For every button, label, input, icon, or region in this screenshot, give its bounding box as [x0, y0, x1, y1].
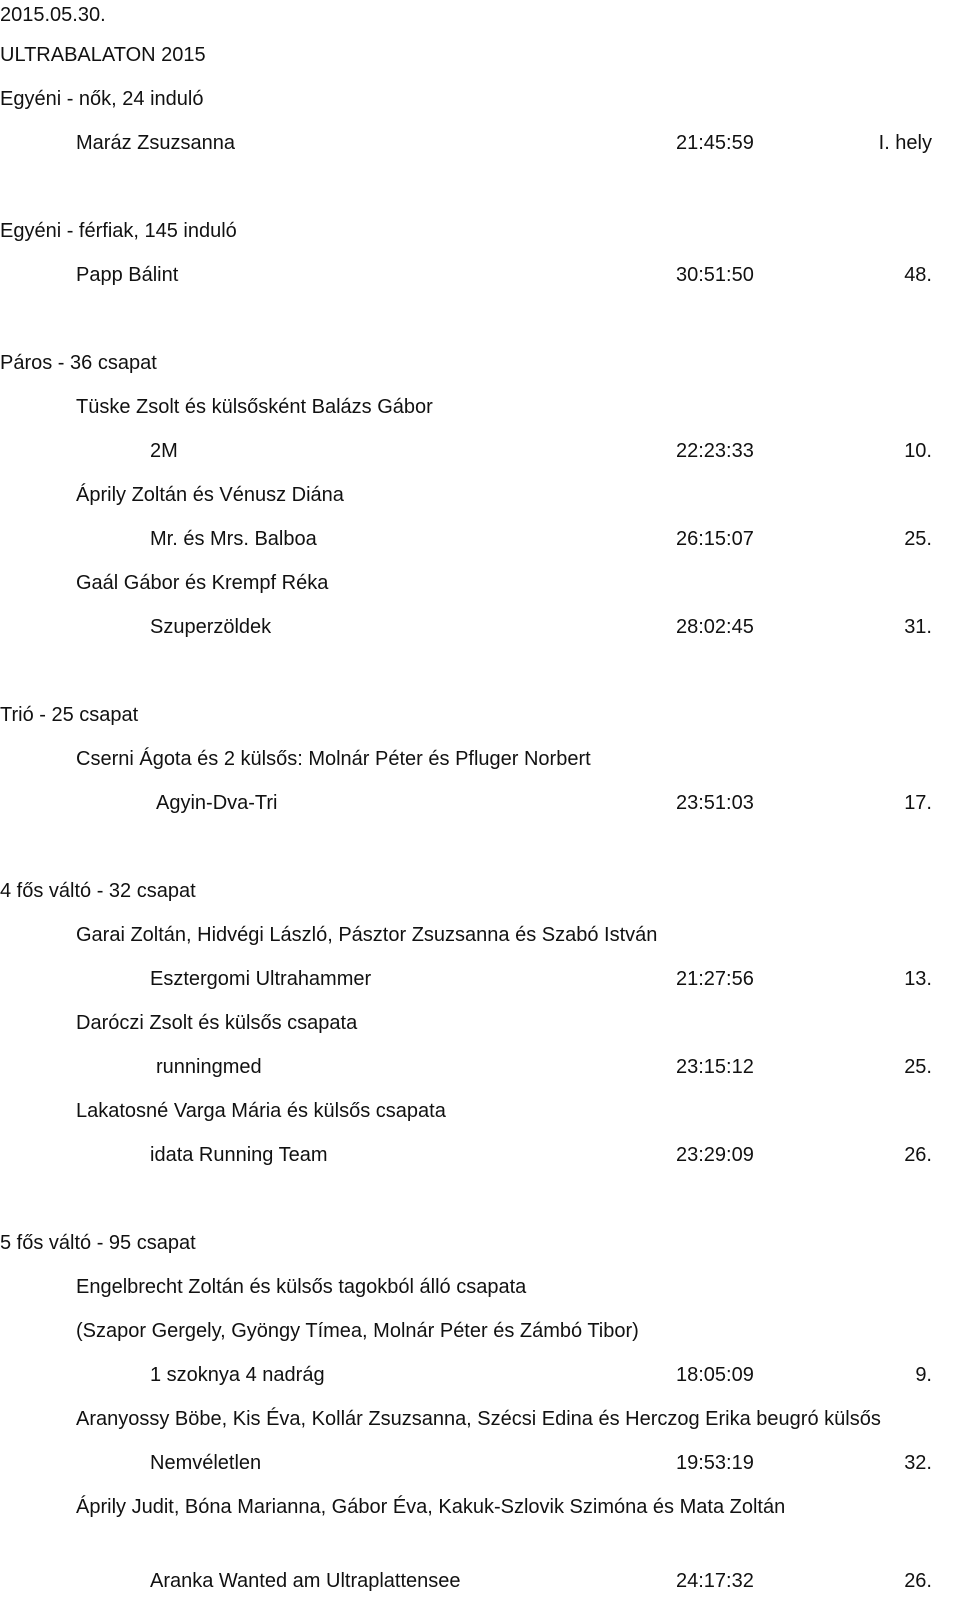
team-name: Szuperzöldek [150, 616, 272, 638]
placement: 13. [904, 968, 932, 990]
result-row [0, 524, 960, 554]
team-name: Mr. és Mrs. Balboa [150, 528, 317, 550]
team-members: Gaál Gábor és Krempf Réka [76, 572, 329, 594]
team-members-line [0, 1096, 960, 1126]
result-row [0, 612, 960, 642]
team-members-line [0, 1008, 960, 1038]
section-title-relay5 [0, 1228, 960, 1258]
placement: 25. [904, 528, 932, 550]
placement: 9. [915, 1364, 932, 1386]
placement: 10. [904, 440, 932, 462]
section-title-trio [0, 700, 960, 730]
result-row [0, 1140, 960, 1170]
section-title: Páros - 36 csapat [0, 352, 157, 374]
section-title: Trió - 25 csapat [0, 704, 139, 726]
team-members-line [0, 1316, 960, 1346]
team-members: Engelbrecht Zoltán és külsős tagokból álló csapata [76, 1276, 527, 1298]
placement: 26. [904, 1570, 932, 1592]
team-name: Esztergomi Ultrahammer [150, 968, 372, 990]
result-row [0, 260, 960, 290]
result-row [0, 964, 960, 994]
finish-time: 26:15:07 [676, 528, 754, 550]
placement: 26. [904, 1144, 932, 1166]
team-name: Agyin-Dva-Tri [156, 792, 278, 814]
team-members: Tüske Zsolt és külsősként Balázs Gábor [76, 396, 433, 418]
team-members-line [0, 1404, 960, 1434]
section-title: 5 fős váltó - 95 csapat [0, 1232, 196, 1254]
finish-time: 23:29:09 [676, 1144, 754, 1166]
section-title: 4 fős váltó - 32 csapat [0, 880, 196, 902]
team-members-line [0, 744, 960, 774]
team-name: runningmed [156, 1056, 262, 1078]
athlete-name: Maráz Zsuzsanna [76, 132, 235, 154]
event-line [0, 40, 960, 70]
result-row [0, 436, 960, 466]
finish-time: 21:27:56 [676, 968, 754, 990]
placement: I. hely [878, 132, 932, 154]
result-row [0, 1052, 960, 1082]
team-members-line [0, 920, 960, 950]
team-name: 1 szoknya 4 nadrág [150, 1364, 325, 1386]
team-name: Aranka Wanted am Ultraplattensee [150, 1570, 461, 1592]
placement: 17. [904, 792, 932, 814]
athlete-name: Papp Bálint [76, 264, 179, 286]
team-members: Áprily Zoltán és Vénusz Diána [76, 484, 344, 506]
section-title: Egyéni - nők, 24 induló [0, 88, 204, 110]
section-title-relay4 [0, 876, 960, 906]
finish-time: 18:05:09 [676, 1364, 754, 1386]
team-members-list: (Szapor Gergely, Gyöngy Tímea, Molnár Péter és Zámbó Tibor) [76, 1320, 639, 1342]
placement: 31. [904, 616, 932, 638]
finish-time: 19:53:19 [676, 1452, 754, 1474]
team-members-line [0, 392, 960, 422]
finish-time: 24:17:32 [676, 1570, 754, 1592]
team-members-line [0, 1272, 960, 1302]
placement: 25. [904, 1056, 932, 1078]
event-title: ULTRABALATON 2015 [0, 44, 206, 66]
document-date: 2015.05.30. [0, 4, 106, 26]
team-name: 2M [150, 440, 178, 462]
team-members: Lakatosné Varga Mária és külsős csapata [76, 1100, 446, 1122]
placement: 32. [904, 1452, 932, 1474]
team-members: Áprily Judit, Bóna Marianna, Gábor Éva, Kakuk-Szlovik Szimóna és Mata Zoltán [76, 1496, 786, 1518]
team-members-line [0, 568, 960, 598]
result-row [0, 1448, 960, 1478]
team-members: Daróczi Zsolt és külsős csapata [76, 1012, 358, 1034]
result-row [0, 788, 960, 818]
finish-time: 28:02:45 [676, 616, 754, 638]
team-members: Garai Zoltán, Hidvégi László, Pásztor Zsuzsanna és Szabó István [76, 924, 658, 946]
finish-time: 23:51:03 [676, 792, 754, 814]
section-title-women [0, 84, 960, 114]
team-members: Cserni Ágota és 2 külsős: Molnár Péter és Pfluger Norbert [76, 748, 591, 770]
team-name: Nemvéletlen [150, 1452, 262, 1474]
team-members: Aranyossy Böbe, Kis Éva, Kollár Zsuzsanna, Szécsi Edina és Herczog Erika beugró külsős [76, 1408, 881, 1430]
team-members-line [0, 480, 960, 510]
result-row [0, 128, 960, 158]
finish-time: 22:23:33 [676, 440, 754, 462]
finish-time: 21:45:59 [676, 132, 754, 154]
finish-time: 30:51:50 [676, 264, 754, 286]
team-name: idata Running Team [150, 1144, 328, 1166]
team-members-line [0, 1492, 960, 1522]
section-title-pairs [0, 348, 960, 378]
result-row [0, 1566, 960, 1596]
section-title-men [0, 216, 960, 246]
result-row [0, 1360, 960, 1390]
section-title: Egyéni - férfiak, 145 induló [0, 220, 237, 242]
placement: 48. [904, 264, 932, 286]
finish-time: 23:15:12 [676, 1056, 754, 1078]
date-line [0, 0, 960, 30]
